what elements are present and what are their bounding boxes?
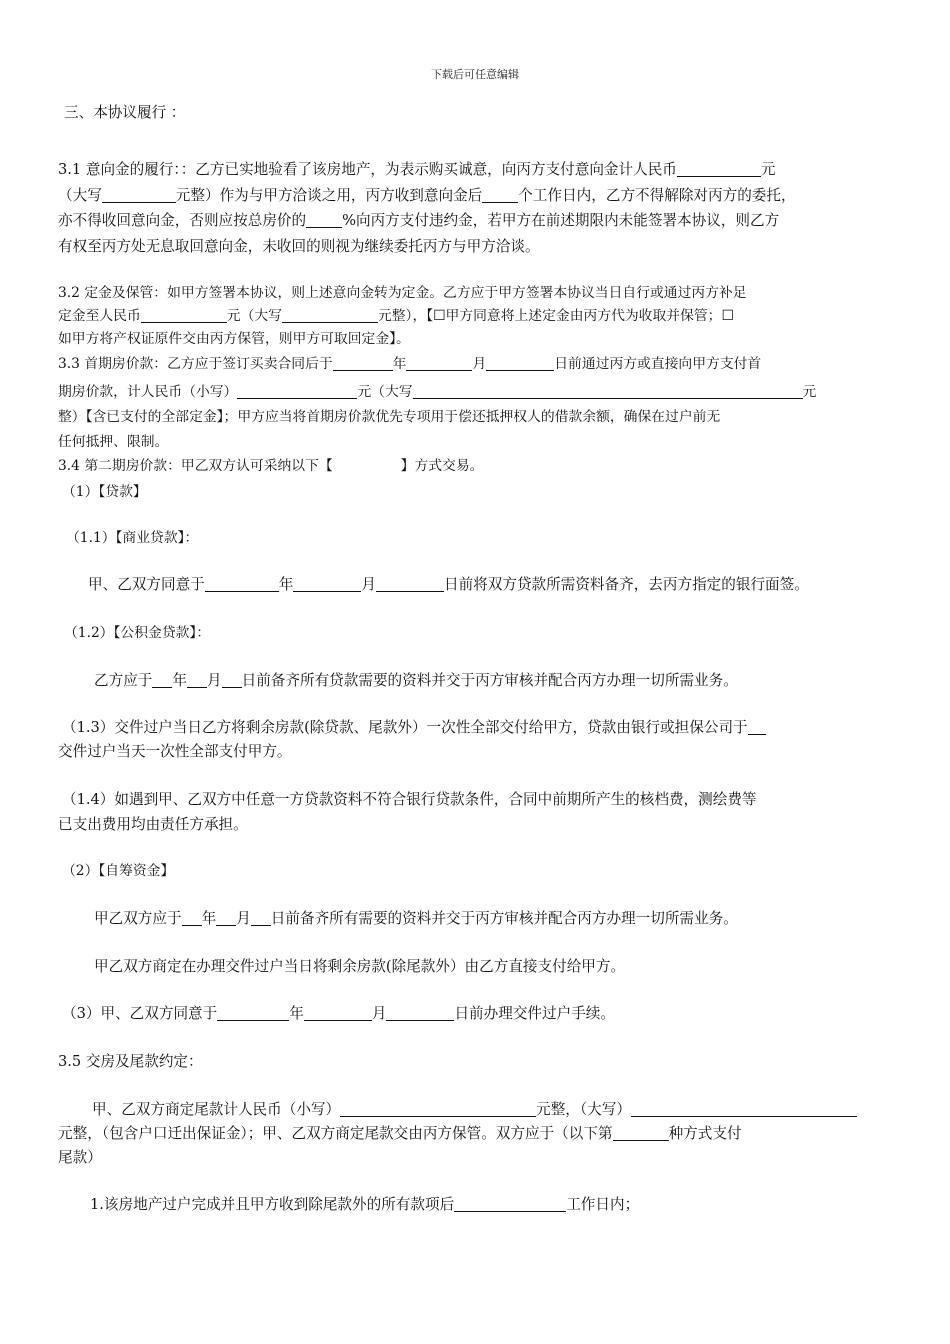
commercial-loan-line: 甲、乙双方同意于 年 月 日前将双方贷款所需资料备齐，去丙方指定的银行面签。 xyxy=(88,576,809,593)
workdays-blank[interactable] xyxy=(482,186,518,203)
transfer-day-blank[interactable] xyxy=(386,1004,454,1021)
transfer-month-blank[interactable] xyxy=(304,1004,372,1021)
clause-3-1-line-1: 3.1 意向金的履行：：乙方已实地验看了该房地产，为表示购买诚意，向丙方支付意向金计人民币 元 xyxy=(58,161,776,178)
clause-3-2-line-2: 定金至人民币 元（大写 元整），【☐甲方同意将上述定金由丙方代为收取并保管；☐ xyxy=(58,308,734,324)
self-funds-heading: （2）【自筹资金】 xyxy=(62,863,175,879)
clause-3-2-line-1: 3.2 定金及保管：如甲方签署本协议，则上述意向金转为定金。乙方应于甲方签署本协议当日自行或通过丙方补足 xyxy=(58,285,747,301)
clause-3-transfer-line: （3）甲、乙双方同意于 年 月 日前办理交件过户手续。 xyxy=(62,1005,615,1022)
clause-3-1-line-3: 亦不得收回意向金，否则应按总房价的 %向丙方支付违约金，若甲方在前述期限内未能签署本协议，则乙方 xyxy=(58,212,780,229)
clause-3-2-line-3: 如甲方将产权证原件交由丙方保管，则甲方可取回定金】。 xyxy=(58,331,410,347)
self-day-blank[interactable] xyxy=(251,909,271,926)
payment-method-blank[interactable] xyxy=(613,1124,669,1141)
fund-month-blank[interactable] xyxy=(187,671,207,688)
first-pay-year-blank[interactable] xyxy=(333,354,393,371)
section-title: 三、本协议履行 ： xyxy=(64,104,186,121)
clause-3-1-line-4: 有权至丙方处无息取回意向金，未收回的则视为继续委托丙方与甲方洽谈。 xyxy=(58,238,540,255)
clause-3-3-line-1: 3.3 首期房价款：乙方应于签订买卖合同后于 年 月 日前通过丙方或直接向甲方支付首 xyxy=(58,356,762,372)
earnest-uppercase-blank[interactable] xyxy=(282,306,378,323)
clause-3-5-line-1: 甲、乙双方商定尾款计人民币（小写） 元整，（大写） xyxy=(92,1098,932,1122)
clause-3-4: 3.4 第二期房价款：甲乙双方认可采纳以下【 】方式交易。 xyxy=(58,458,484,474)
transfer-year-blank[interactable] xyxy=(217,1004,289,1021)
self-month-blank[interactable] xyxy=(216,909,236,926)
comm-day-blank[interactable] xyxy=(376,575,444,592)
commercial-loan-heading: （1.1）【商业贷款】： xyxy=(66,530,199,546)
clause-3-5-line-2: 元整，（包含户口迁出保证金）；甲、乙双方商定尾款交由丙方保管。双方应于（以下第 种方式支付 xyxy=(58,1125,742,1142)
first-pay-day-blank[interactable] xyxy=(486,354,554,371)
deposit-uppercase-blank[interactable] xyxy=(102,186,176,203)
payment-item-1: 1.该房地产过户完成并且甲方收到除尾款外的所有款项后 工作日内； xyxy=(90,1196,640,1213)
loan-heading: （1）【贷款】 xyxy=(62,484,147,500)
self-year-blank[interactable] xyxy=(182,909,202,926)
page-header-note: 下载后可任意编辑 xyxy=(431,68,519,81)
clause-3-3-line-2: 期房价款，计人民币（小写） 元（大写 元 xyxy=(58,384,817,400)
first-pay-amount-blank[interactable] xyxy=(237,382,357,399)
earnest-amount-blank[interactable] xyxy=(141,306,227,323)
clause-1-4-line-2: 已支出费用均由责任方承担。 xyxy=(58,816,248,833)
clause-3-3-line-3: 整）【含已支付的全部定金】；甲方应当将首期房价款优先专项用于偿还抵押权人的借款余额，确保在过户前无 xyxy=(58,409,721,425)
fund-loan-heading: （1.2）【公积金贷款】： xyxy=(64,625,211,641)
fund-year-blank[interactable] xyxy=(152,671,172,688)
penalty-percent-blank[interactable] xyxy=(306,211,342,228)
comm-year-blank[interactable] xyxy=(205,575,279,592)
final-uppercase-blank[interactable] xyxy=(631,1100,857,1117)
clause-1-3-line-1: （1.3）交件过户当日乙方将剩余房款(除贷款、尾款外）一次性全部交付给甲方，贷款由银行或担保公司于 xyxy=(62,716,902,740)
deposit-amount-blank[interactable] xyxy=(677,160,761,177)
fund-loan-line: 乙方应于 年 月 日前备齐所有贷款需要的资料并交于丙方审核并配合丙方办理一切所需业务。 xyxy=(94,672,738,689)
fund-day-blank[interactable] xyxy=(222,671,242,688)
clause-1-3-line-2: 交件过户当天一次性全部支付甲方。 xyxy=(58,743,292,760)
self-funds-line-2: 甲乙双方商定在办理交件过户当日将剩余房款(除尾款外）由乙方直接支付给甲方。 xyxy=(94,958,626,975)
workdays-item-blank[interactable] xyxy=(454,1195,566,1212)
loan-pay-blank[interactable] xyxy=(748,718,766,735)
clause-3-1-line-2: （大写 元整）作为与甲方洽谈之用，丙方收到意向金后 个工作日内，乙方不得解除对丙方的委托， xyxy=(58,187,796,204)
comm-month-blank[interactable] xyxy=(293,575,361,592)
first-pay-month-blank[interactable] xyxy=(406,354,472,371)
clause-3-3-line-4: 任何抵押、限制。 xyxy=(58,434,169,450)
clause-3-5-heading: 3.5 交房及尾款约定： xyxy=(58,1053,203,1070)
first-pay-uppercase-blank[interactable] xyxy=(413,382,803,399)
final-amount-blank[interactable] xyxy=(340,1100,536,1117)
clause-1-4-line-1: （1.4）如遇到甲、乙双方中任意一方贷款资料不符合银行贷款条件，合同中前期所产生的核档费，测绘费等 xyxy=(62,791,757,808)
self-funds-line-1: 甲乙双方应于 年 月 日前备齐所有需要的资料并交于丙方审核并配合丙方办理一切所需业务。 xyxy=(94,910,738,927)
clause-3-5-line-3: 尾款） xyxy=(58,1149,102,1166)
